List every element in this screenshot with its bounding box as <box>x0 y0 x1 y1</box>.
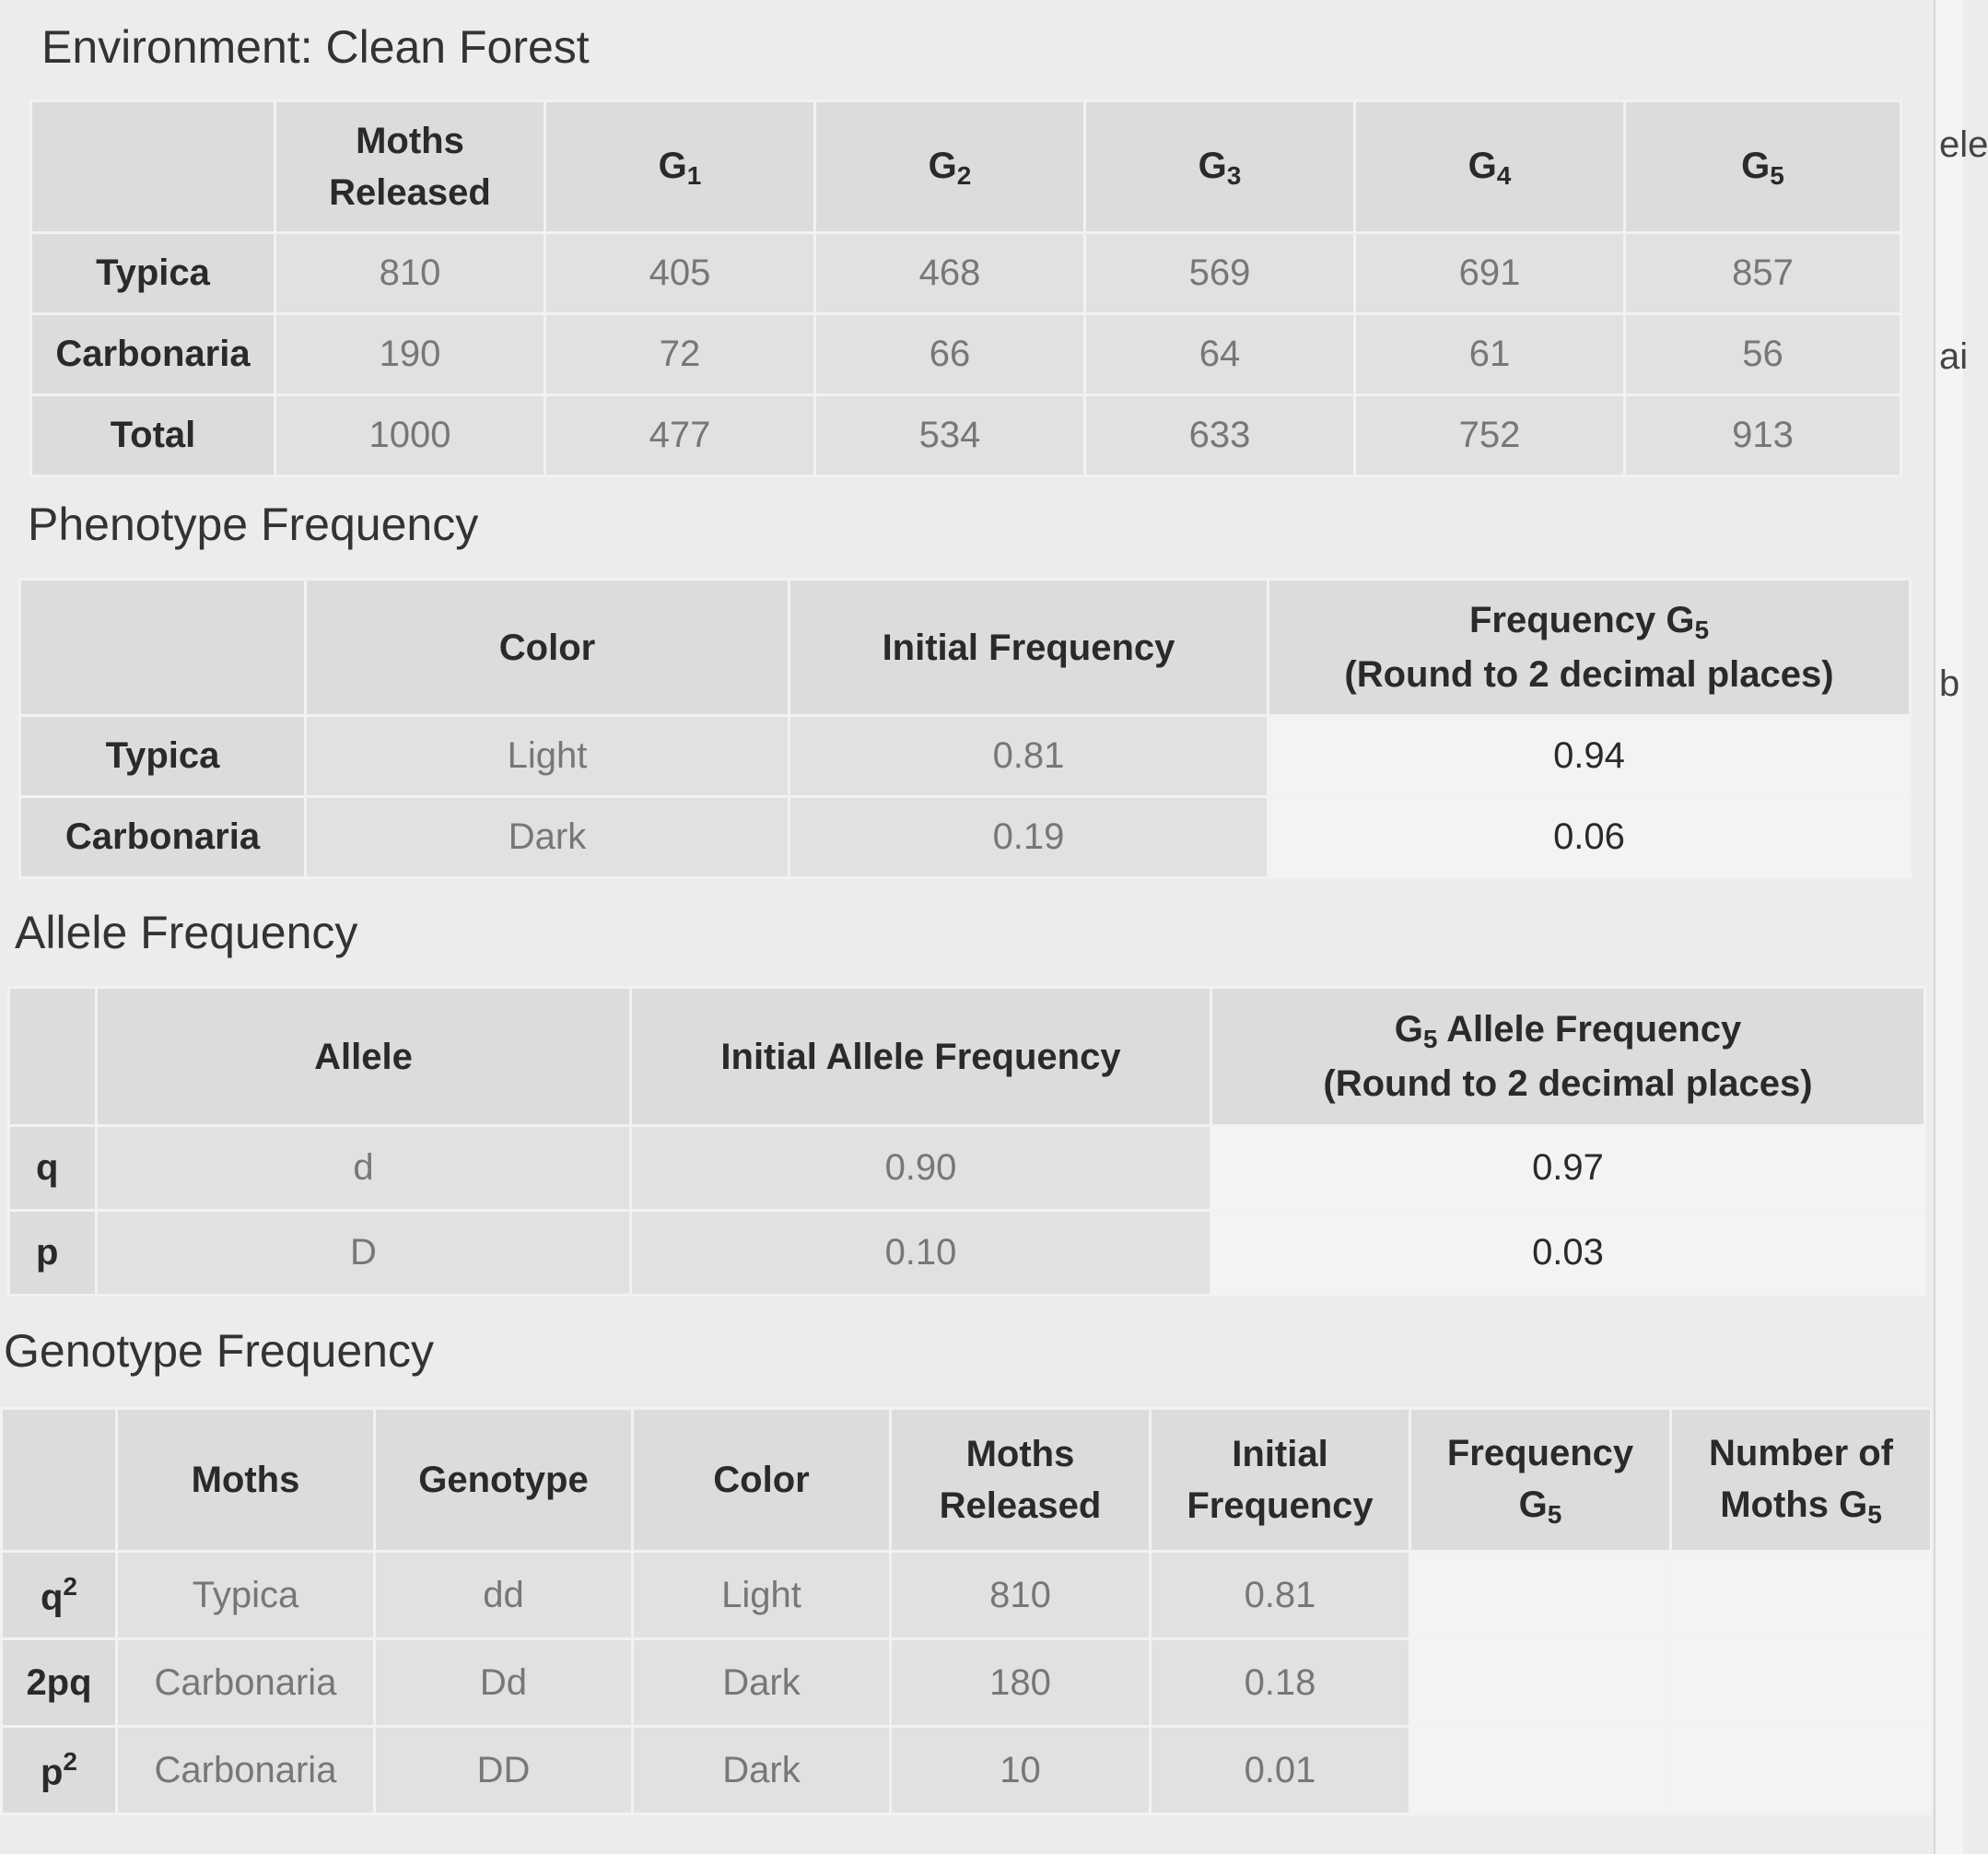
phenotype-table <box>18 578 1912 879</box>
header-g5-allele-frequency: $G_5$ Allele Frequency (Round to 2 decimal places) <box>1211 988 1925 1126</box>
cell-initial: 0.18 <box>1151 1639 1410 1727</box>
edge-fragment: ele <box>1939 124 1988 165</box>
cell: 72 <box>545 314 815 395</box>
table-row <box>2 1727 1932 1814</box>
cell: 752 <box>1355 395 1625 476</box>
environment-title: Environment: Clean Forest <box>41 21 590 73</box>
row-label-q-squared: $q^2$ <box>2 1552 117 1639</box>
cell-released: 180 <box>891 1639 1151 1727</box>
cell-initial: 0.19 <box>789 797 1269 878</box>
row-label-p: p <box>9 1211 97 1296</box>
edge-fragment: b <box>1939 663 1960 704</box>
header-initial-frequency: Initial Frequency <box>1151 1409 1410 1552</box>
moths-released-table <box>29 100 1902 477</box>
cell-color: Dark <box>306 797 789 878</box>
cell-color: Light <box>306 716 789 797</box>
header-g2: $G_2$ <box>815 101 1085 233</box>
table-row <box>2 1639 1932 1727</box>
cell-g5-answer[interactable]: 0.94 <box>1269 716 1911 797</box>
cell-released: 810 <box>891 1552 1151 1639</box>
header-moths-released: Moths Released <box>891 1409 1151 1552</box>
cell-genotype: dd <box>375 1552 633 1639</box>
cell-initial: 0.81 <box>1151 1552 1410 1639</box>
header-moths-released: Moths Released <box>275 101 545 233</box>
row-label-carbonaria: Carbonaria <box>31 314 275 395</box>
table-row <box>20 716 1911 797</box>
cell: 569 <box>1085 233 1355 314</box>
phenotype-title: Phenotype Frequency <box>28 499 479 550</box>
cell: 56 <box>1625 314 1901 395</box>
table-row <box>9 1211 1925 1296</box>
cell-initial: 0.90 <box>631 1126 1211 1211</box>
header-initial-allele-frequency: Initial Allele Frequency <box>631 988 1211 1126</box>
cell-color: Dark <box>633 1639 891 1727</box>
header-moths: Moths <box>117 1409 375 1552</box>
cell: 405 <box>545 233 815 314</box>
header-g3: $G_3$ <box>1085 101 1355 233</box>
input-frequency-g5[interactable] <box>1410 1552 1671 1639</box>
table-row <box>2 1552 1932 1639</box>
header-genotype: Genotype <box>375 1409 633 1552</box>
header-color: Color <box>633 1409 891 1552</box>
corner-header <box>31 101 275 233</box>
cell-genotype: Dd <box>375 1639 633 1727</box>
cell-released: 10 <box>891 1727 1151 1814</box>
header-frequency-g5: Frequency $G_5$ <box>1410 1409 1671 1552</box>
header-color: Color <box>306 580 789 716</box>
header-frequency-g5: Frequency $G_5$ (Round to 2 decimal places) <box>1269 580 1911 716</box>
header-g1: $G_1$ <box>545 101 815 233</box>
cell-moths: Carbonaria <box>117 1639 375 1727</box>
cell-genotype: DD <box>375 1727 633 1814</box>
header-allele: Allele <box>97 988 631 1126</box>
cell: 477 <box>545 395 815 476</box>
cell: 66 <box>815 314 1085 395</box>
cell: 857 <box>1625 233 1901 314</box>
input-frequency-g5[interactable] <box>1410 1727 1671 1814</box>
row-label-q: q <box>9 1126 97 1211</box>
cell: 633 <box>1085 395 1355 476</box>
table-row <box>9 1126 1925 1211</box>
adjacent-window-edge <box>1934 0 1988 1854</box>
cell: 810 <box>275 233 545 314</box>
input-frequency-g5[interactable] <box>1410 1639 1671 1727</box>
cell: 691 <box>1355 233 1625 314</box>
table-row <box>31 395 1901 476</box>
genotype-table <box>0 1407 1933 1815</box>
input-number-g5[interactable] <box>1671 1639 1932 1727</box>
row-label-2pq: 2pq <box>2 1639 117 1727</box>
table-row <box>31 314 1901 395</box>
cell: 64 <box>1085 314 1355 395</box>
allele-title: Allele Frequency <box>15 907 358 958</box>
row-label-typica: Typica <box>31 233 275 314</box>
corner-header <box>20 580 306 716</box>
cell-initial: 0.01 <box>1151 1727 1410 1814</box>
table-row <box>20 797 1911 878</box>
cell-allele: D <box>97 1211 631 1296</box>
input-number-g5[interactable] <box>1671 1552 1932 1639</box>
row-label-total: Total <box>31 395 275 476</box>
genotype-title: Genotype Frequency <box>4 1325 434 1377</box>
header-g4: $G_4$ <box>1355 101 1625 233</box>
cell-moths: Carbonaria <box>117 1727 375 1814</box>
edge-fragment: ai <box>1939 336 1969 377</box>
cell-g5-answer[interactable]: 0.97 <box>1211 1126 1925 1211</box>
header-number-of-moths-g5: Number of Moths $G_5$ <box>1671 1409 1932 1552</box>
corner-header <box>9 988 97 1126</box>
cell-g5-answer[interactable]: 0.06 <box>1269 797 1911 878</box>
cell: 913 <box>1625 395 1901 476</box>
allele-table <box>7 986 1926 1297</box>
corner-header <box>2 1409 117 1552</box>
cell-initial: 0.10 <box>631 1211 1211 1296</box>
table-row <box>31 233 1901 314</box>
cell: 468 <box>815 233 1085 314</box>
cell-g5-answer[interactable]: 0.03 <box>1211 1211 1925 1296</box>
cell: 534 <box>815 395 1085 476</box>
header-initial-frequency: Initial Frequency <box>789 580 1269 716</box>
row-label-typica: Typica <box>20 716 306 797</box>
cell: 61 <box>1355 314 1625 395</box>
input-number-g5[interactable] <box>1671 1727 1932 1814</box>
row-label-p-squared: $p^2$ <box>2 1727 117 1814</box>
cell-color: Light <box>633 1552 891 1639</box>
cell-initial: 0.81 <box>789 716 1269 797</box>
cell-allele: d <box>97 1126 631 1211</box>
cell-color: Dark <box>633 1727 891 1814</box>
cell: 190 <box>275 314 545 395</box>
row-label-carbonaria: Carbonaria <box>20 797 306 878</box>
cell: 1000 <box>275 395 545 476</box>
cell-moths: Typica <box>117 1552 375 1639</box>
header-g5: $G_5$ <box>1625 101 1901 233</box>
